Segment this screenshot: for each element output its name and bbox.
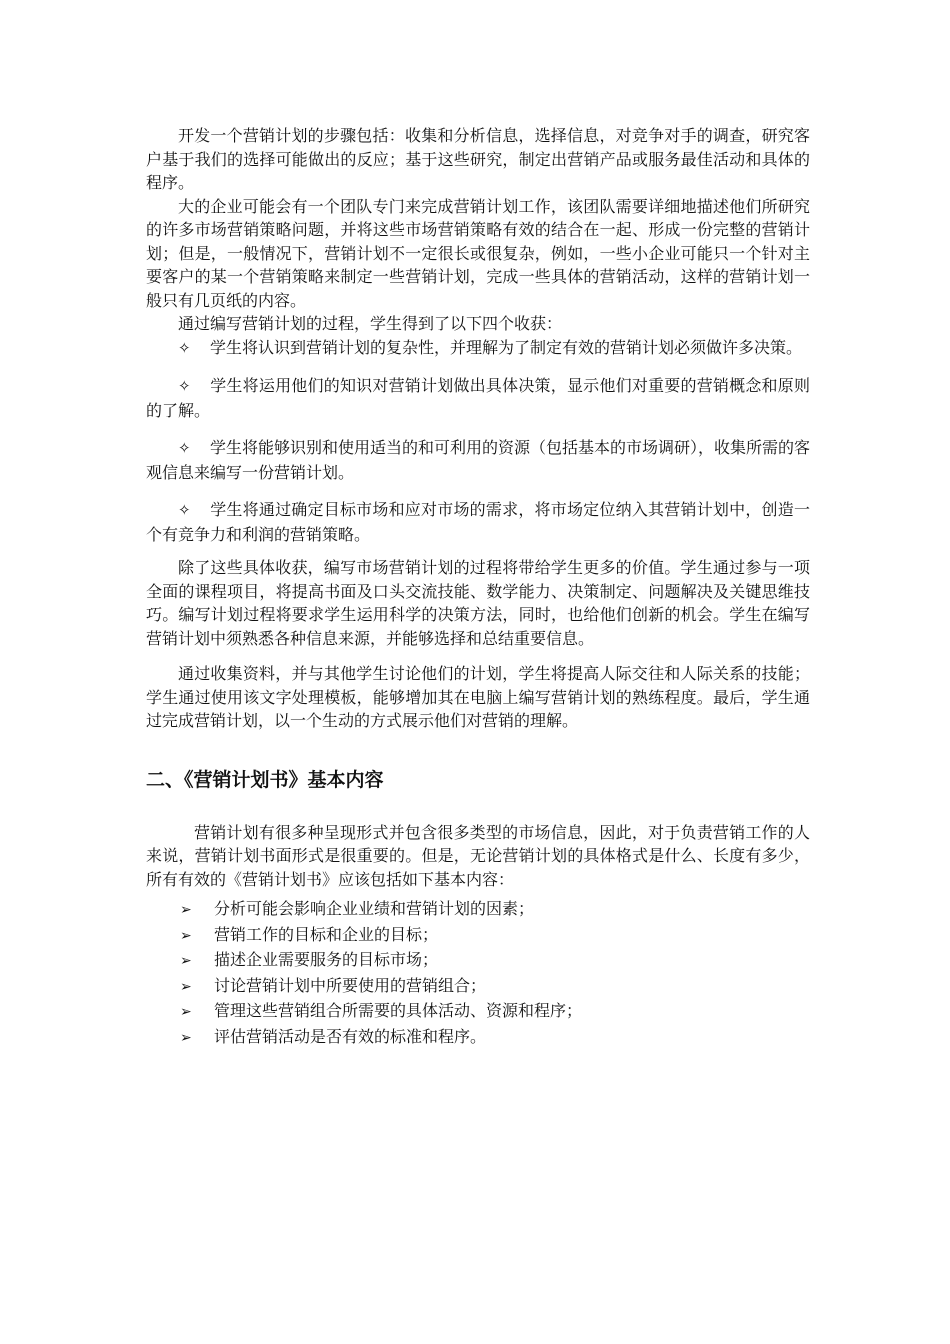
list-item-text: 管理这些营销组合所需要的具体活动、资源和程序； <box>214 1001 583 1020</box>
paragraph-steps: 开发一个营销计划的步骤包括：收集和分析信息，选择信息，对竞争对手的调查，研究客户基于我们的选择可能做出的反应；基于这些研究，制定出营销产品或服务最佳活动和具体的程序。 <box>146 126 810 192</box>
benefit-item <box>146 436 810 484</box>
benefit-text: 学生将运用他们的知识对营销计划做出具体决策，显示他们对重要的营销概念和原则的了解。 <box>146 376 810 420</box>
benefit-text: 学生将通过确定目标市场和应对市场的需求，将市场定位纳入其营销计划中，创造一个有竞争力和利润的营销策略。 <box>146 500 810 544</box>
paragraph-interpersonal: 通过收集资料，并与其他学生讨论他们的计划，学生将提高人际交往和人际关系的技能；学生通过使用该文字处理模板，能够增加其在电脑上编写营销计划的熟练程度。最后，学生通过完成营销计划，以一个生动的方式展示他们对营销的理解。 <box>146 664 810 730</box>
arrow-bullet-icon: ➢ <box>180 978 192 995</box>
benefit-item <box>146 374 810 422</box>
arrow-bullet-icon: ➢ <box>180 953 192 969</box>
list-item-text: 营销工作的目标和企业的目标； <box>214 924 439 944</box>
arrow-bullet-icon: ➢ <box>180 1004 192 1020</box>
list-item <box>180 897 810 923</box>
list-item <box>180 923 810 949</box>
content-list <box>146 897 810 1050</box>
list-item <box>180 1025 810 1051</box>
benefit-text: 学生将认识到营销计划的复杂性，并理解为了制定有效的营销计划必须做许多决策。 <box>210 337 803 357</box>
diamond-bullet-icon: ✧ <box>178 338 191 357</box>
diamond-bullet-icon: ✧ <box>178 501 191 519</box>
benefit-item <box>146 336 810 361</box>
benefit-item <box>146 498 810 546</box>
list-item-text: 分析可能会影响企业业绩和营销计划的因素； <box>214 899 535 918</box>
list-item-text: 描述企业需要服务的目标市场； <box>214 950 439 969</box>
list-item-text: 评估营销活动是否有效的标准和程序。 <box>214 1026 487 1046</box>
section-intro: 营销计划有很多种呈现形式并包含很多类型的市场信息，因此，对于负责营销工作的人来说，营销计划书面形式是很重要的。但是，无论营销计划的具体格式是什么、长度有多少，所有有效的《营销计划书》应该包括如下基本内容： <box>146 822 810 889</box>
list-item <box>180 948 810 974</box>
arrow-bullet-icon: ➢ <box>180 927 192 944</box>
list-item-text: 讨论营销计划中所要使用的营销组合； <box>214 975 487 995</box>
document-page <box>146 124 810 1050</box>
section-title: 二、《营销计划书》基本内容 <box>146 768 384 791</box>
paragraph-extra-value: 除了这些具体收获，编写市场营销计划的过程将带给学生更多的价值。学生通过参与一项全面的课程项目，将提高书面及口头交流技能、数学能力、决策制定、问题解决及关键思维技巧。编写计划过程将要求学生运用科学的决策方法，同时，也给他们创新的机会。学生在编写营销计划中须熟悉各种信息来源，并能够选择和总结重要信息。 <box>146 558 810 648</box>
arrow-bullet-icon: ➢ <box>180 902 192 918</box>
benefit-text: 学生将能够识别和使用适当的和可利用的资源（包括基本的市场调研），收集所需的客观信息来编写一份营销计划。 <box>146 438 811 482</box>
diamond-bullet-icon: ✧ <box>178 377 191 395</box>
paragraph-large-enterprise: 大的企业可能会有一个团队专门来完成营销计划工作，该团队需要详细地描述他们所研究的许多市场营销策略问题，并将这些市场营销策略有效的结合在一起、形成一份完整的营销计划；但是，一般情况下，营销计划不一定很长或很复杂，例如，一些小企业可能只一个针对主要客户的某一个营销策略来制定一些营销计划，完成一些具体的营销活动，这样的营销计划一般只有几页纸的内容。 <box>146 196 810 310</box>
diamond-bullet-icon: ✧ <box>178 439 191 457</box>
list-item <box>180 999 810 1025</box>
list-item <box>180 974 810 1000</box>
arrow-bullet-icon: ➢ <box>180 1029 192 1046</box>
paragraph-benefits-intro: 通过编写营销计划的过程，学生得到了以下四个收获： <box>178 314 563 333</box>
